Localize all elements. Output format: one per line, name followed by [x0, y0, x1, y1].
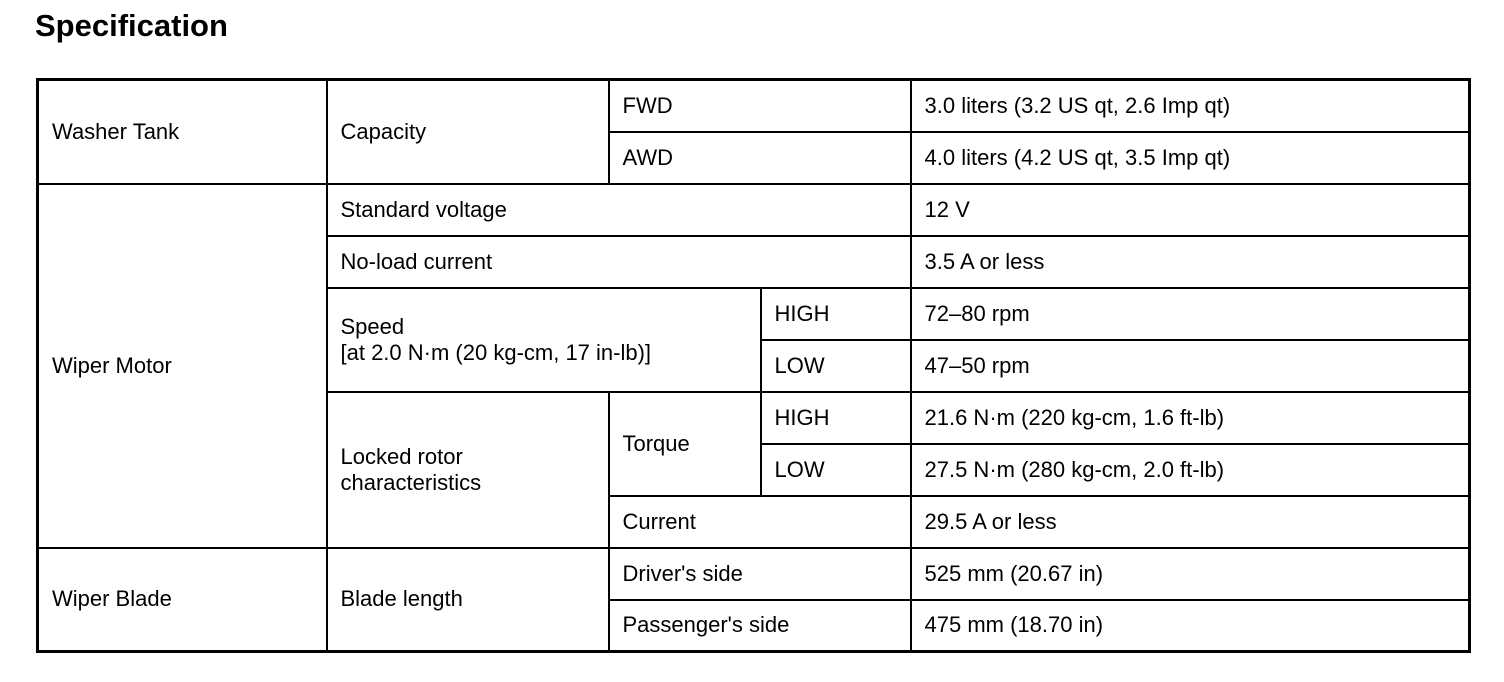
fwd-value: 3.0 liters (3.2 US qt, 2.6 Imp qt): [911, 80, 1470, 132]
speed-label-line1: Speed: [340, 313, 405, 339]
speed-low-value: 47–50 rpm: [911, 340, 1470, 392]
passenger-side-label: Passenger's side: [609, 600, 911, 652]
blade-length-label: Blade length: [327, 548, 609, 652]
washer-tank-label: Washer Tank: [38, 80, 327, 184]
driver-side-label: Driver's side: [609, 548, 911, 600]
current-value: 29.5 A or less: [911, 496, 1470, 548]
speed-high-value: 72–80 rpm: [911, 288, 1470, 340]
locked-rotor-label-line2: characteristics: [340, 469, 482, 495]
passenger-side-value: 475 mm (18.70 in): [911, 600, 1470, 652]
capacity-label: Capacity: [327, 80, 609, 184]
no-load-current-label: No-load current: [327, 236, 911, 288]
table-row: [38, 80, 1470, 132]
wiper-blade-label: Wiper Blade: [38, 548, 327, 652]
no-load-current-value: 3.5 A or less: [911, 236, 1470, 288]
torque-high-label: HIGH: [761, 392, 911, 444]
specification-table: [36, 78, 1471, 653]
table-row: [38, 184, 1470, 236]
torque-high-value: 21.6 N·m (220 kg-cm, 1.6 ft-lb): [911, 392, 1470, 444]
standard-voltage-label: Standard voltage: [327, 184, 911, 236]
page-title: Specification: [35, 8, 228, 43]
driver-side-value: 525 mm (20.67 in): [911, 548, 1470, 600]
wiper-motor-label: Wiper Motor: [38, 184, 327, 548]
current-label: Current: [609, 496, 911, 548]
fwd-label: FWD: [609, 80, 911, 132]
awd-label: AWD: [609, 132, 911, 184]
standard-voltage-value: 12 V: [911, 184, 1470, 236]
speed-label-line2: [at 2.0 N·m (20 kg-cm, 17 in-lb)]: [340, 339, 652, 365]
locked-rotor-label-line1: Locked rotor: [340, 443, 463, 469]
speed-low-label: LOW: [761, 340, 911, 392]
awd-value: 4.0 liters (4.2 US qt, 3.5 Imp qt): [911, 132, 1470, 184]
torque-low-value: 27.5 N·m (280 kg-cm, 2.0 ft-lb): [911, 444, 1470, 496]
locked-rotor-label: [327, 392, 609, 548]
table-row: [38, 548, 1470, 600]
torque-label: Torque: [609, 392, 761, 496]
speed-high-label: HIGH: [761, 288, 911, 340]
torque-low-label: LOW: [761, 444, 911, 496]
speed-label: [327, 288, 761, 392]
